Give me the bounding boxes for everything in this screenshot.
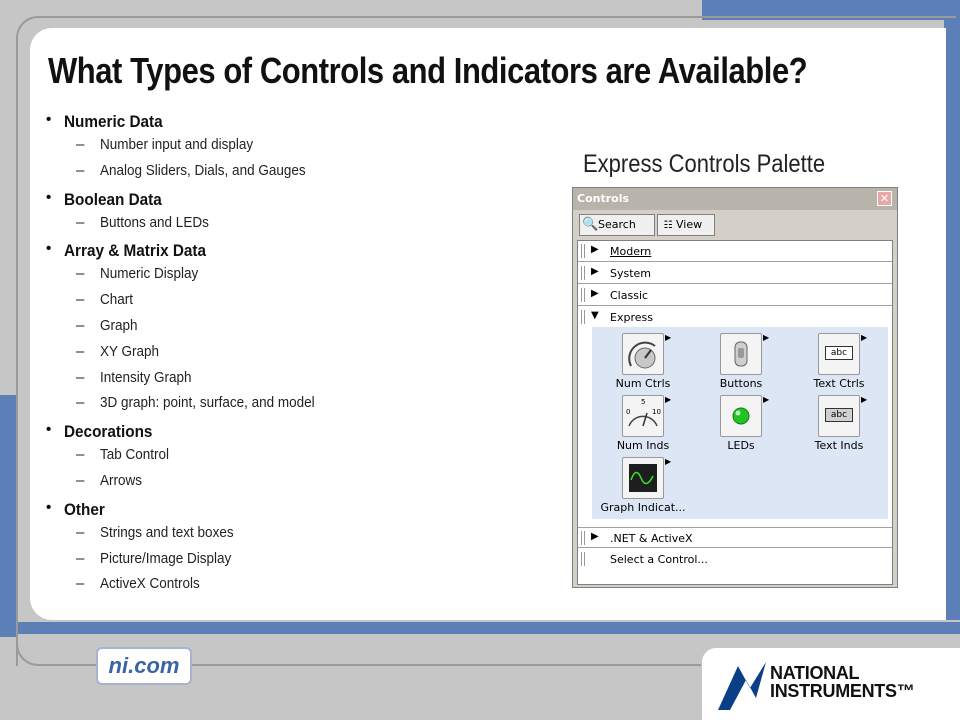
grip-handle[interactable] — [581, 288, 585, 302]
sub-item: – Picture/Image Display — [46, 546, 526, 572]
sub-item: – Numeric Display — [46, 261, 526, 287]
frame-bar-left — [0, 395, 16, 637]
ni-eagle-logo-icon — [716, 658, 768, 712]
sub-item: – ActiveX Controls — [46, 571, 526, 597]
text-inds-icon — [818, 395, 860, 437]
sub-item: – Arrows — [46, 468, 526, 494]
tile-buttons[interactable]: ▶ Buttons — [719, 333, 770, 390]
bullet-decorations: • Decorations — [46, 422, 526, 442]
expand-arrow-icon: ▶ — [591, 531, 599, 542]
sub-item: – Tab Control — [46, 442, 526, 468]
category-classic[interactable]: ▶ Classic — [578, 285, 892, 306]
submenu-arrow-icon: ▶ — [763, 395, 770, 404]
bullet-array-matrix-data: • Array & Matrix Data — [46, 241, 526, 261]
palette-caption: Express Controls Palette — [583, 150, 826, 178]
tick-label: 5 — [641, 398, 646, 406]
submenu-arrow-icon: ▶ — [861, 333, 868, 342]
bullet-list — [46, 106, 526, 597]
tick-label: 10 — [652, 408, 661, 416]
sub-item: – Buttons and LEDs — [46, 210, 526, 236]
tile-graph-indicators[interactable]: ▶ Graph Indicat... — [600, 457, 686, 514]
tile-text-inds[interactable]: abc ▶ Text Inds — [814, 395, 868, 452]
tile-leds[interactable]: ▶ LEDs — [692, 393, 790, 455]
text-ctrls-icon — [818, 333, 860, 375]
expand-arrow-icon: ▶ — [591, 244, 599, 255]
close-button[interactable] — [877, 191, 892, 206]
search-button[interactable]: 🔍Search — [579, 214, 655, 236]
submenu-arrow-icon: ▶ — [861, 395, 868, 404]
submenu-arrow-icon: ▶ — [665, 457, 672, 466]
palette-titlebar[interactable] — [573, 188, 897, 210]
bullet-other: • Other — [46, 500, 526, 520]
category-dotnet-activex[interactable]: ▶ .NET & ActiveX — [578, 527, 892, 548]
view-list-icon: ☷ — [663, 220, 673, 231]
slide-title: What Types of Controls and Indicators are Available? — [48, 50, 808, 91]
sub-item: – Chart — [46, 287, 526, 313]
tile-num-ctrls[interactable]: ▶ Num Ctrls — [615, 333, 672, 390]
expand-arrow-icon: ▶ — [591, 288, 599, 299]
controls-palette-window — [572, 187, 898, 588]
graph-indicators-icon — [622, 457, 664, 499]
grip-handle[interactable] — [581, 310, 585, 324]
category-express[interactable]: ▼ Express — [578, 307, 892, 328]
num-ctrls-icon — [622, 333, 664, 375]
palette-body — [577, 240, 893, 585]
select-a-control[interactable]: Select a Control... — [578, 549, 892, 570]
tile-num-inds[interactable]: 0 5 10 ▶ Num Inds — [616, 395, 672, 452]
bullet-boolean-data: • Boolean Data — [46, 190, 526, 210]
submenu-arrow-icon: ▶ — [763, 333, 770, 342]
led-icon — [720, 395, 762, 437]
submenu-arrow-icon: ▶ — [665, 333, 672, 342]
tick-label: 0 — [626, 408, 631, 416]
text-ctrl-sample: abc — [825, 346, 853, 360]
close-icon: ✕ — [879, 192, 890, 205]
sub-item: – Number input and display — [46, 132, 526, 158]
company-name: NATIONAL INSTRUMENTS™ — [770, 663, 915, 701]
grip-handle[interactable] — [581, 266, 585, 280]
sub-item: – Analog Sliders, Dials, and Gauges — [46, 158, 526, 184]
grip-handle[interactable] — [581, 552, 585, 566]
palette-title: Controls — [577, 192, 630, 205]
search-icon: 🔍 — [582, 217, 599, 232]
sub-item: – XY Graph — [46, 339, 526, 365]
sub-item: – Strings and text boxes — [46, 520, 526, 546]
expand-arrow-icon: ▶ — [591, 266, 599, 277]
category-modern[interactable]: ▶ Modern — [578, 241, 892, 262]
ni-com-link[interactable]: ni.com — [96, 647, 192, 685]
sub-item: – 3D graph: point, surface, and model — [46, 390, 526, 416]
text-ind-sample: abc — [825, 408, 853, 422]
grip-handle[interactable] — [581, 531, 585, 545]
category-system[interactable]: ▶ System — [578, 263, 892, 284]
grip-handle[interactable] — [581, 244, 585, 258]
view-button[interactable]: ☷ View — [657, 214, 715, 236]
collapse-arrow-icon: ▼ — [591, 310, 599, 321]
sub-item: – Intensity Graph — [46, 365, 526, 391]
num-inds-icon — [622, 395, 664, 437]
bullet-numeric-data: • Numeric Data — [46, 112, 526, 132]
buttons-icon — [720, 333, 762, 375]
sub-item: – Graph — [46, 313, 526, 339]
express-subpalette — [592, 327, 888, 519]
submenu-arrow-icon: ▶ — [665, 395, 672, 404]
tile-text-ctrls[interactable]: abc ▶ Text Ctrls — [813, 333, 868, 390]
